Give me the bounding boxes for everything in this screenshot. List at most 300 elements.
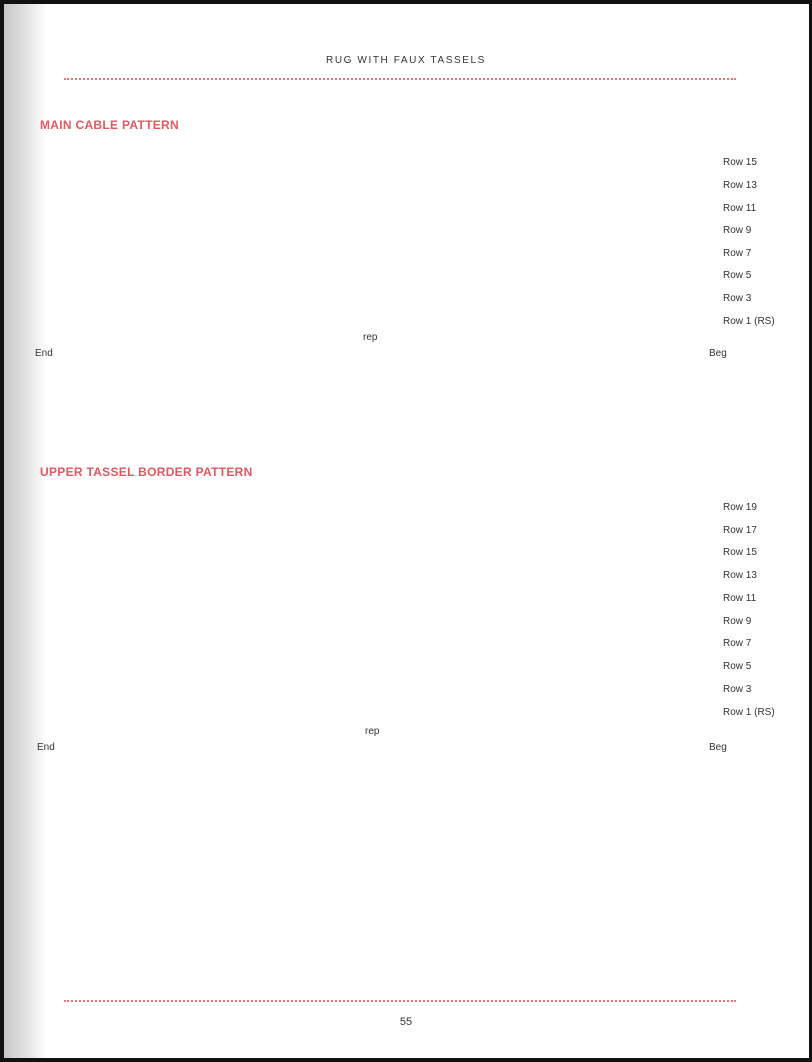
purl-dot: [620, 198, 622, 200]
purl-dot: [250, 498, 252, 500]
purl-dot: [384, 634, 386, 636]
purl-dot: [695, 310, 697, 312]
purl-dot: [527, 520, 529, 522]
purl-dot: [527, 164, 529, 166]
purl-dot: [620, 321, 622, 323]
purl-dot: [284, 509, 286, 511]
purl-dot: [284, 186, 286, 188]
purl-dot: [620, 243, 622, 245]
purl-dot: [460, 209, 462, 211]
purl-dot: [225, 566, 227, 568]
purl-dot: [116, 691, 118, 693]
chart-title-main-cable: MAIN CABLE PATTERN: [40, 118, 179, 132]
purl-dot: [90, 198, 92, 200]
purl-dot: [183, 310, 185, 312]
purl-dot: [225, 623, 227, 625]
purl-dot: [158, 175, 160, 177]
purl-dot: [82, 600, 84, 602]
purl-dot: [250, 164, 252, 166]
purl-dot: [695, 509, 697, 511]
purl-dot: [653, 243, 655, 245]
purl-dot: [426, 288, 428, 290]
purl-dot: [191, 175, 193, 177]
purl-dot: [225, 198, 227, 200]
purl-dot: [116, 231, 118, 233]
purl-dot: [628, 186, 630, 188]
purl-dot: [653, 498, 655, 500]
purl-dot: [284, 209, 286, 211]
purl-dot: [519, 623, 521, 625]
purl-dot: [620, 623, 622, 625]
purl-dot: [426, 310, 428, 312]
purl-dot: [225, 668, 227, 670]
purl-dot: [393, 543, 395, 545]
purl-dot: [687, 589, 689, 591]
purl-dot: [158, 657, 160, 659]
purl-dot: [628, 498, 630, 500]
purl-dot: [258, 589, 260, 591]
purl-dot: [326, 555, 328, 557]
purl-dot: [586, 679, 588, 681]
purl-dot: [586, 254, 588, 256]
purl-dot: [326, 532, 328, 534]
purl-dot: [216, 175, 218, 177]
purl-dot: [485, 589, 487, 591]
edge-stitch-dot: [48, 175, 50, 177]
purl-dot: [519, 321, 521, 323]
purl-dot: [561, 520, 563, 522]
purl-dot: [527, 231, 529, 233]
edge-stitch-dot: [48, 265, 50, 267]
purl-dot: [124, 175, 126, 177]
purl-dot: [426, 164, 428, 166]
purl-dot: [594, 265, 596, 267]
purl-dot: [183, 577, 185, 579]
purl-dot: [116, 623, 118, 625]
purl-dot: [687, 265, 689, 267]
purl-dot: [359, 668, 361, 670]
purl-dot: [250, 657, 252, 659]
purl-dot: [82, 164, 84, 166]
purl-dot: [452, 657, 454, 659]
purl-dot: [460, 555, 462, 557]
purl-dot: [519, 611, 521, 613]
purl-dot: [628, 679, 630, 681]
purl-dot: [561, 209, 563, 211]
purl-dot: [284, 611, 286, 613]
purl-dot: [460, 265, 462, 267]
purl-dot: [116, 555, 118, 557]
purl-dot: [225, 509, 227, 511]
purl-dot: [292, 231, 294, 233]
purl-dot: [527, 668, 529, 670]
purl-dot: [149, 198, 151, 200]
purl-dot: [124, 243, 126, 245]
purl-dot: [158, 276, 160, 278]
purl-dot: [65, 691, 67, 693]
purl-dot: [292, 555, 294, 557]
purl-dot: [620, 509, 622, 511]
purl-dot: [65, 276, 67, 278]
purl-dot: [65, 566, 67, 568]
purl-dot: [284, 555, 286, 557]
purl-dot: [426, 520, 428, 522]
purl-dot: [620, 702, 622, 704]
purl-dot: [418, 657, 420, 659]
purl-dot: [426, 611, 428, 613]
purl-dot: [116, 509, 118, 511]
purl-dot: [452, 288, 454, 290]
purl-dot: [426, 623, 428, 625]
purl-dot: [351, 679, 353, 681]
purl-dot: [258, 220, 260, 222]
purl-dot: [695, 299, 697, 301]
purl-dot: [149, 209, 151, 211]
purl-dot: [158, 577, 160, 579]
purl-dot: [149, 175, 151, 177]
purl-dot: [65, 702, 67, 704]
purl-dot: [586, 164, 588, 166]
purl-dot: [485, 254, 487, 256]
purl-dot: [158, 509, 160, 511]
purl-dot: [216, 299, 218, 301]
purl-dot: [351, 321, 353, 323]
purl-dot: [90, 509, 92, 511]
purl-dot: [620, 153, 622, 155]
purl-dot: [351, 164, 353, 166]
purl-dot: [90, 589, 92, 591]
purl-dot: [250, 220, 252, 222]
purl-dot: [594, 198, 596, 200]
purl-dot: [393, 668, 395, 670]
purl-dot: [426, 299, 428, 301]
purl-dot: [65, 532, 67, 534]
purl-dot: [393, 321, 395, 323]
purl-dot: [552, 532, 554, 534]
purl-dot: [418, 265, 420, 267]
purl-dot: [65, 254, 67, 256]
purl-dot: [426, 186, 428, 188]
purl-dot: [116, 198, 118, 200]
purl-dot: [225, 175, 227, 177]
beg-label: Beg: [709, 348, 727, 359]
purl-dot: [82, 209, 84, 211]
row-label: Row 1 (RS): [723, 316, 775, 327]
purl-dot: [90, 231, 92, 233]
purl-dot: [250, 611, 252, 613]
purl-dot: [594, 657, 596, 659]
purl-dot: [82, 175, 84, 177]
purl-dot: [460, 645, 462, 647]
purl-dot: [250, 520, 252, 522]
edge-stitch-dot: [48, 243, 50, 245]
purl-dot: [594, 623, 596, 625]
purl-dot: [485, 634, 487, 636]
purl-dot: [519, 509, 521, 511]
purl-dot: [527, 498, 529, 500]
purl-dot: [90, 532, 92, 534]
purl-dot: [250, 265, 252, 267]
purl-dot: [527, 679, 529, 681]
purl-dot: [351, 657, 353, 659]
purl-dot: [351, 713, 353, 715]
purl-dot: [586, 532, 588, 534]
purl-dot: [552, 220, 554, 222]
purl-dot: [359, 520, 361, 522]
purl-dot: [695, 164, 697, 166]
purl-dot: [393, 577, 395, 579]
purl-dot: [519, 164, 521, 166]
purl-dot: [695, 702, 697, 704]
purl-dot: [418, 566, 420, 568]
purl-dot: [359, 623, 361, 625]
purl-dot: [418, 243, 420, 245]
purl-dot: [552, 186, 554, 188]
purl-dot: [527, 153, 529, 155]
purl-dot: [158, 634, 160, 636]
purl-dot: [317, 498, 319, 500]
purl-dot: [527, 243, 529, 245]
purl-dot: [191, 555, 193, 557]
purl-dot: [628, 702, 630, 704]
purl-dot: [359, 209, 361, 211]
purl-dot: [594, 532, 596, 534]
purl-dot: [351, 532, 353, 534]
purl-dot: [82, 254, 84, 256]
purl-dot: [359, 254, 361, 256]
purl-dot: [393, 691, 395, 693]
purl-dot: [561, 153, 563, 155]
purl-dot: [317, 209, 319, 211]
purl-dot: [216, 634, 218, 636]
purl-dot: [452, 543, 454, 545]
purl-dot: [561, 713, 563, 715]
purl-dot: [687, 254, 689, 256]
purl-dot: [586, 623, 588, 625]
purl-dot: [494, 657, 496, 659]
purl-dot: [485, 265, 487, 267]
purl-dot: [65, 299, 67, 301]
purl-dot: [594, 209, 596, 211]
purl-dot: [183, 668, 185, 670]
purl-dot: [393, 509, 395, 511]
purl-dot: [82, 186, 84, 188]
purl-dot: [452, 532, 454, 534]
purl-dot: [393, 186, 395, 188]
purl-dot: [561, 220, 563, 222]
purl-dot: [124, 623, 126, 625]
purl-dot: [225, 153, 227, 155]
purl-dot: [527, 600, 529, 602]
purl-dot: [326, 509, 328, 511]
purl-dot: [586, 220, 588, 222]
purl-dot: [191, 657, 193, 659]
purl-dot: [124, 566, 126, 568]
purl-dot: [149, 713, 151, 715]
purl-dot: [116, 532, 118, 534]
purl-dot: [426, 276, 428, 278]
row-label: Row 19: [723, 502, 757, 513]
purl-dot: [384, 153, 386, 155]
purl-dot: [426, 254, 428, 256]
purl-dot: [586, 566, 588, 568]
purl-dot: [65, 509, 67, 511]
purl-dot: [384, 566, 386, 568]
purl-dot: [695, 691, 697, 693]
purl-dot: [317, 198, 319, 200]
purl-dot: [384, 186, 386, 188]
purl-dot: [183, 198, 185, 200]
purl-dot: [561, 679, 563, 681]
purl-dot: [359, 600, 361, 602]
purl-dot: [158, 164, 160, 166]
purl-dot: [594, 243, 596, 245]
purl-dot: [124, 691, 126, 693]
purl-dot: [384, 243, 386, 245]
purl-dot: [90, 668, 92, 670]
purl-dot: [191, 310, 193, 312]
purl-dot: [594, 498, 596, 500]
purl-dot: [149, 657, 151, 659]
purl-dot: [418, 209, 420, 211]
purl-dot: [326, 611, 328, 613]
purl-dot: [225, 310, 227, 312]
purl-dot: [116, 220, 118, 222]
purl-dot: [284, 220, 286, 222]
purl-dot: [326, 520, 328, 522]
purl-dot: [149, 265, 151, 267]
purl-dot: [250, 198, 252, 200]
purl-dot: [158, 288, 160, 290]
purl-dot: [393, 175, 395, 177]
purl-dot: [586, 321, 588, 323]
purl-dot: [494, 668, 496, 670]
purl-dot: [216, 310, 218, 312]
purl-dot: [552, 713, 554, 715]
purl-dot: [460, 288, 462, 290]
purl-dot: [216, 623, 218, 625]
purl-dot: [426, 589, 428, 591]
purl-dot: [687, 509, 689, 511]
purl-dot: [124, 254, 126, 256]
purl-dot: [452, 243, 454, 245]
purl-dot: [653, 611, 655, 613]
purl-dot: [359, 702, 361, 704]
purl-dot: [158, 691, 160, 693]
purl-dot: [594, 589, 596, 591]
purl-dot: [561, 299, 563, 301]
purl-dot: [519, 634, 521, 636]
purl-dot: [183, 691, 185, 693]
purl-dot: [687, 532, 689, 534]
purl-dot: [628, 310, 630, 312]
purl-dot: [124, 611, 126, 613]
purl-dot: [628, 231, 630, 233]
purl-dot: [393, 634, 395, 636]
purl-dot: [662, 186, 664, 188]
purl-dot: [485, 600, 487, 602]
purl-dot: [82, 243, 84, 245]
purl-dot: [292, 509, 294, 511]
purl-dot: [519, 265, 521, 267]
purl-dot: [351, 299, 353, 301]
purl-dot: [149, 299, 151, 301]
purl-dot: [426, 645, 428, 647]
purl-dot: [393, 299, 395, 301]
purl-dot: [485, 623, 487, 625]
purl-dot: [225, 634, 227, 636]
purl-dot: [460, 175, 462, 177]
purl-dot: [359, 657, 361, 659]
purl-dot: [82, 520, 84, 522]
edge-stitch-dot: [48, 634, 50, 636]
purl-dot: [258, 532, 260, 534]
purl-dot: [384, 198, 386, 200]
purl-dot: [258, 498, 260, 500]
purl-dot: [687, 600, 689, 602]
purl-dot: [653, 555, 655, 557]
purl-dot: [292, 175, 294, 177]
purl-dot: [561, 634, 563, 636]
row-label: Row 13: [723, 180, 757, 191]
purl-dot: [116, 175, 118, 177]
purl-dot: [351, 543, 353, 545]
purl-dot: [116, 153, 118, 155]
purl-dot: [426, 209, 428, 211]
purl-dot: [662, 566, 664, 568]
purl-dot: [662, 645, 664, 647]
purl-dot: [191, 321, 193, 323]
purl-dot: [124, 668, 126, 670]
purl-dot: [351, 310, 353, 312]
purl-dot: [284, 198, 286, 200]
purl-dot: [191, 276, 193, 278]
purl-dot: [620, 611, 622, 613]
purl-dot: [183, 186, 185, 188]
purl-dot: [519, 276, 521, 278]
purl-dot: [250, 543, 252, 545]
purl-dot: [124, 509, 126, 511]
purl-dot: [82, 532, 84, 534]
purl-dot: [82, 276, 84, 278]
purl-dot: [183, 220, 185, 222]
purl-dot: [116, 702, 118, 704]
purl-dot: [653, 175, 655, 177]
purl-dot: [586, 555, 588, 557]
purl-dot: [695, 623, 697, 625]
purl-dot: [452, 566, 454, 568]
purl-dot: [359, 555, 361, 557]
purl-dot: [653, 164, 655, 166]
purl-dot: [460, 657, 462, 659]
purl-dot: [594, 310, 596, 312]
purl-dot: [586, 288, 588, 290]
purl-dot: [519, 288, 521, 290]
purl-dot: [149, 566, 151, 568]
purl-dot: [527, 611, 529, 613]
purl-dot: [149, 254, 151, 256]
purl-dot: [418, 668, 420, 670]
edge-stitch-dot: [48, 702, 50, 704]
edge-stitch-dot: [48, 543, 50, 545]
purl-dot: [225, 299, 227, 301]
purl-dot: [326, 220, 328, 222]
purl-dot: [586, 299, 588, 301]
purl-dot: [149, 634, 151, 636]
purl-dot: [561, 566, 563, 568]
purl-dot: [258, 164, 260, 166]
purl-dot: [418, 691, 420, 693]
